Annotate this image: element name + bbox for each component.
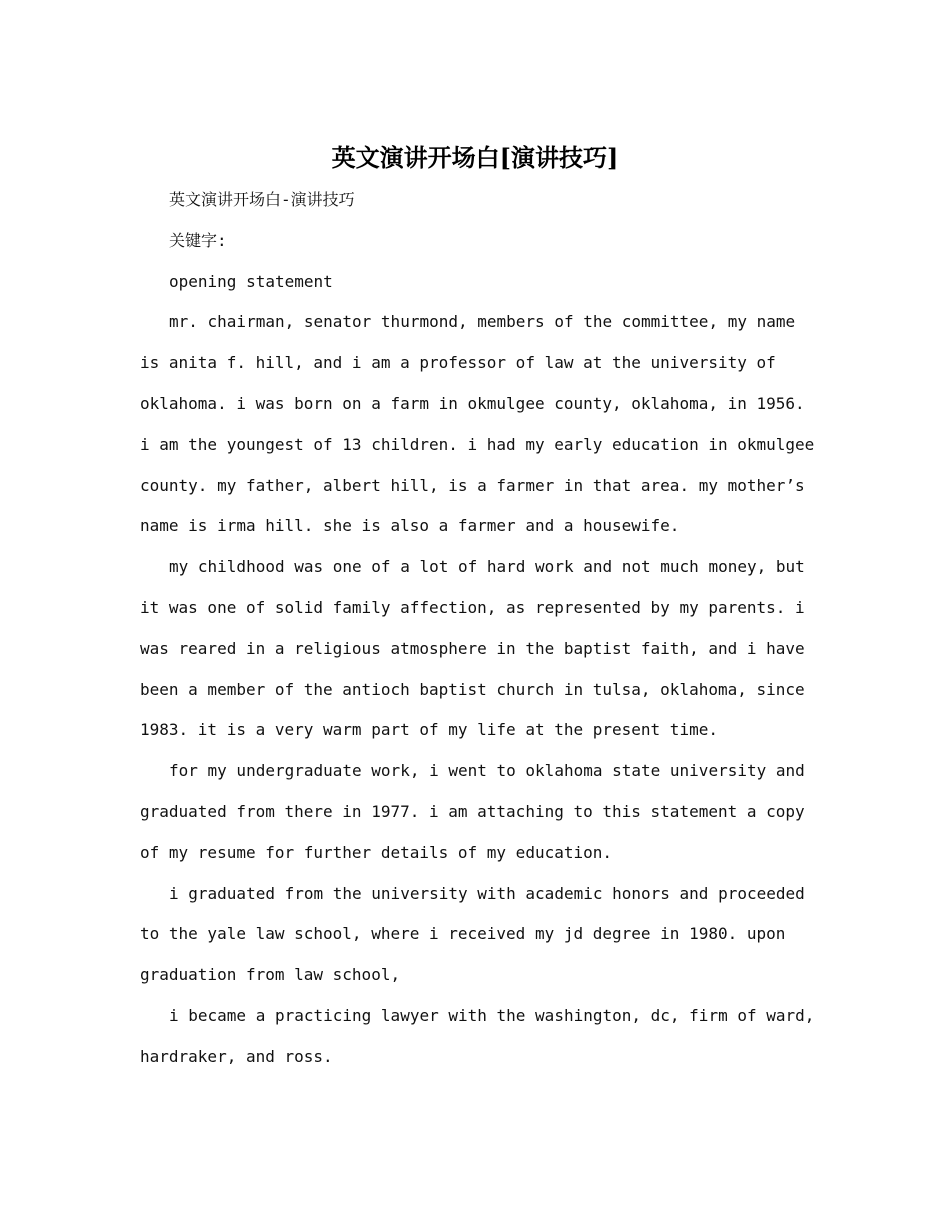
document-title: 英文演讲开场白[演讲技巧] (331, 143, 619, 172)
paragraph-4: i graduated from the university with academic honors and proceeded to the yale law school, where i received my jd degree in 1980. upon graduation from law school, (140, 883, 805, 985)
paragraph-1: mr. chairman, senator thurmond, members of the committee, my name is anita f. hill, and i am a professor of law at the university of oklahoma. i was born on a farm in okmulgee county, oklahoma, in 1956. i am the youngest of 13 children. i had my early education in okmulgee county. my father, albert hill, is a farmer in that area. my mother’s name is irma hill. she is also a farmer and a housewife. (140, 312, 815, 536)
document-body (140, 180, 820, 1078)
paragraph-subtitle: 英文演讲开场白-演讲技巧 (169, 190, 355, 209)
paragraph-heading: opening statement (169, 271, 333, 291)
paragraph-5: i became a practicing lawyer with the washington, dc, firm of ward, hardraker, and ross. (140, 1005, 815, 1066)
paragraph-keywords: 关键字: (169, 230, 227, 250)
paragraph-3: for my undergraduate work, i went to oklahoma state university and graduated from there in 1977. i am attaching to this statement a copy of my resume for further details of my education. (140, 761, 805, 862)
paragraph-2: my childhood was one of a lot of hard work and not much money, but it was one of solid family affection, as represented by my parents. i was reared in a religious atmosphere in the baptist faith, and i have been a member of the antioch baptist church in tulsa, oklahoma, since 1983. it is a very warm part of my life at the present time. (140, 557, 805, 740)
